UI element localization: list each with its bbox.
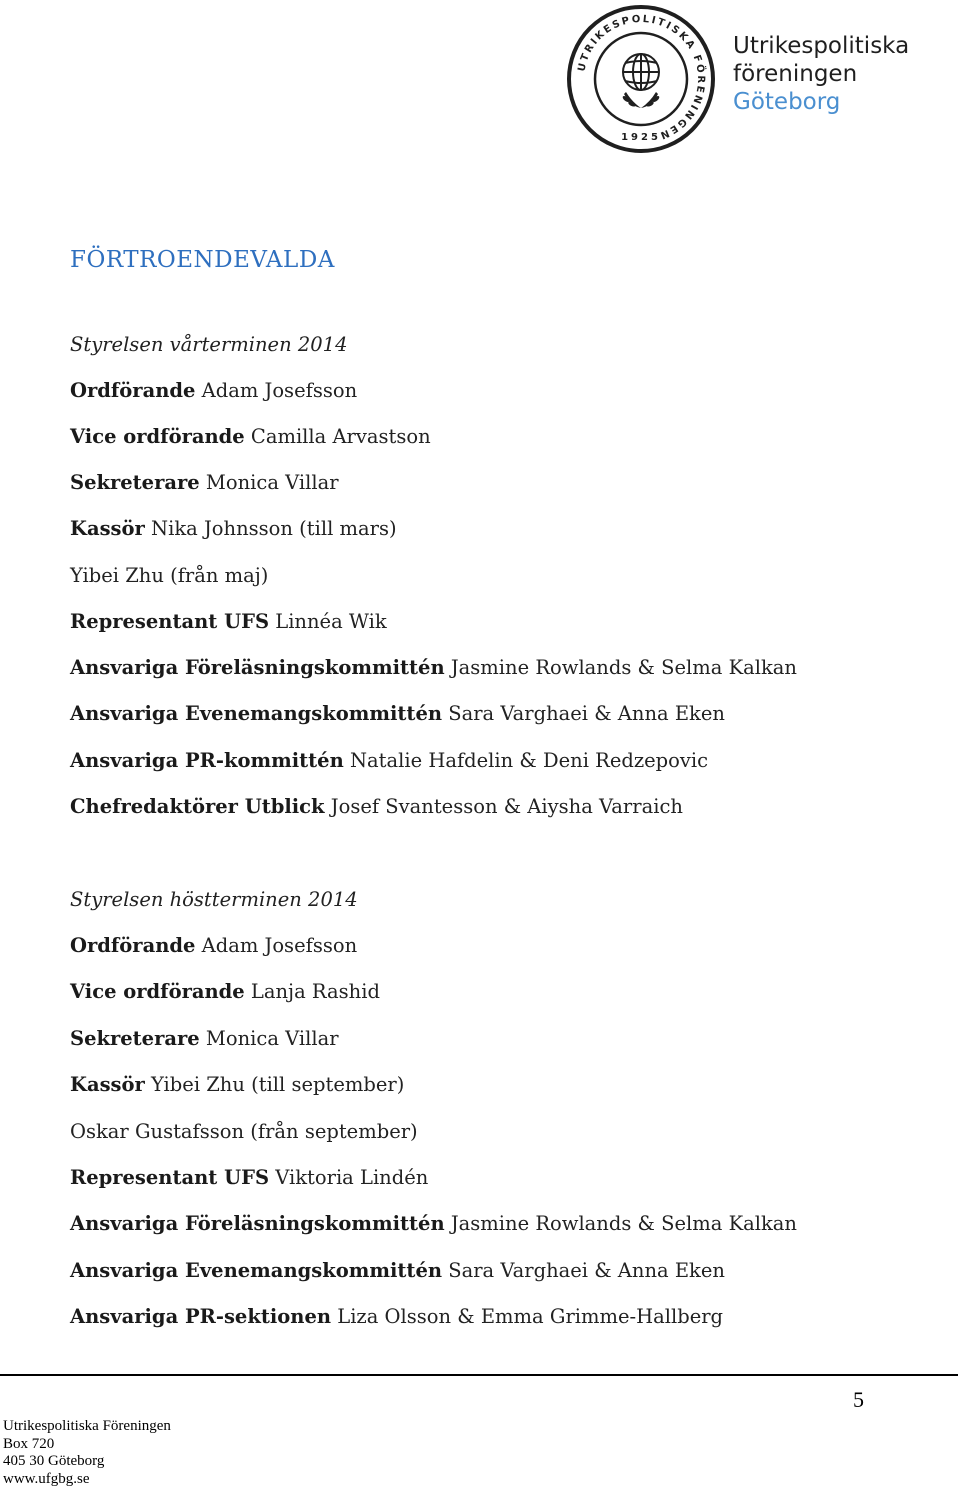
role-label: Ansvariga PR-sektionen: [70, 1305, 332, 1328]
logo-line-2: föreningen: [733, 61, 858, 87]
role-label: Sekreterare: [70, 1027, 200, 1050]
page-heading: FÖRTROENDEVALDA: [70, 247, 335, 273]
names: Josef Svantesson & Aiysha Varraich: [330, 795, 683, 818]
names: Monica Villar: [205, 1027, 339, 1050]
autumn-term-title: Styrelsen höstterminen 2014: [70, 888, 358, 911]
role-label: Ansvariga Evenemangskommittén: [70, 1259, 443, 1282]
spring-row: [70, 517, 397, 540]
role-label: Ansvariga Föreläsningskommittén: [70, 656, 445, 679]
autumn-row: [70, 934, 357, 957]
autumn-row: [70, 1212, 797, 1235]
footer-org: Utrikespolitiska Föreningen: [3, 1418, 171, 1434]
names: Sara Varghaei & Anna Eken: [448, 1259, 725, 1282]
names: Adam Josefsson: [201, 934, 358, 957]
names: Linnéa Wik: [275, 610, 387, 633]
role-label: Vice ordförande: [70, 425, 245, 448]
autumn-row: [70, 1073, 404, 1096]
seal-year: 1925: [621, 132, 661, 143]
footer-city: 405 30 Göteborg: [3, 1453, 105, 1469]
autumn-row: [70, 1120, 418, 1143]
page-number: 5: [853, 1387, 864, 1412]
names: Nika Johnsson (till mars): [151, 517, 397, 540]
names: Liza Olsson & Emma Grimme-Hallberg: [337, 1305, 724, 1328]
names: Oskar Gustafsson (från september): [70, 1120, 418, 1143]
logo-wordmark: [733, 32, 909, 116]
names: Yibei Zhu (från maj): [70, 564, 269, 587]
role-label: Ordförande: [70, 379, 196, 402]
spring-row: [70, 702, 725, 725]
role-label: Ansvariga Föreläsningskommittén: [70, 1212, 445, 1235]
role-label: Kassör: [70, 517, 145, 540]
autumn-row: [70, 1027, 339, 1050]
footer-divider: [0, 1374, 958, 1376]
names: Jasmine Rowlands & Selma Kalkan: [450, 656, 797, 679]
autumn-row: [70, 1305, 723, 1328]
role-label: Kassör: [70, 1073, 145, 1096]
autumn-row: [70, 1259, 725, 1282]
names: Adam Josefsson: [201, 379, 358, 402]
svg-text:UTRIKESPOLITISKA FÖRENINGEN: UTRIKESPOLITISKA FÖRENINGEN: [576, 13, 707, 142]
names: Sara Varghaei & Anna Eken: [448, 702, 725, 725]
logo-line-3: Göteborg: [733, 89, 841, 115]
spring-row: [70, 471, 339, 494]
logo-line-1: Utrikespolitiska: [733, 33, 910, 59]
role-label: Ansvariga PR-kommittén: [70, 749, 344, 772]
role-label: Ordförande: [70, 934, 196, 957]
spring-term-title: Styrelsen vårterminen 2014: [70, 333, 348, 356]
spring-row: [70, 425, 431, 448]
role-label: Chefredaktörer Utblick: [70, 795, 325, 818]
footer-address: [3, 1418, 171, 1488]
spring-row: [70, 379, 357, 402]
footer-box: Box 720: [3, 1435, 55, 1452]
spring-row: [70, 656, 797, 679]
spring-row: [70, 749, 708, 772]
role-label: Representant UFS: [70, 1166, 270, 1189]
names: Natalie Hafdelin & Deni Redzepovic: [349, 749, 709, 772]
names: Yibei Zhu (till september): [151, 1073, 405, 1096]
names: Jasmine Rowlands & Selma Kalkan: [450, 1212, 797, 1235]
globe-seal-icon: [566, 4, 716, 154]
role-label: Vice ordförande: [70, 980, 245, 1003]
spring-row: [70, 564, 268, 587]
names: Camilla Arvastson: [250, 425, 431, 448]
names: Lanja Rashid: [250, 980, 380, 1003]
role-label: Representant UFS: [70, 610, 270, 633]
autumn-row: [70, 1166, 428, 1189]
spring-row: [70, 610, 387, 633]
spring-row: [70, 795, 683, 818]
footer-web: www.ufgbg.se: [3, 1470, 90, 1487]
role-label: Sekreterare: [70, 471, 200, 494]
role-label: Ansvariga Evenemangskommittén: [70, 702, 443, 725]
names: Viktoria Lindén: [275, 1166, 429, 1189]
names: Monica Villar: [205, 471, 339, 494]
autumn-row: [70, 980, 380, 1003]
